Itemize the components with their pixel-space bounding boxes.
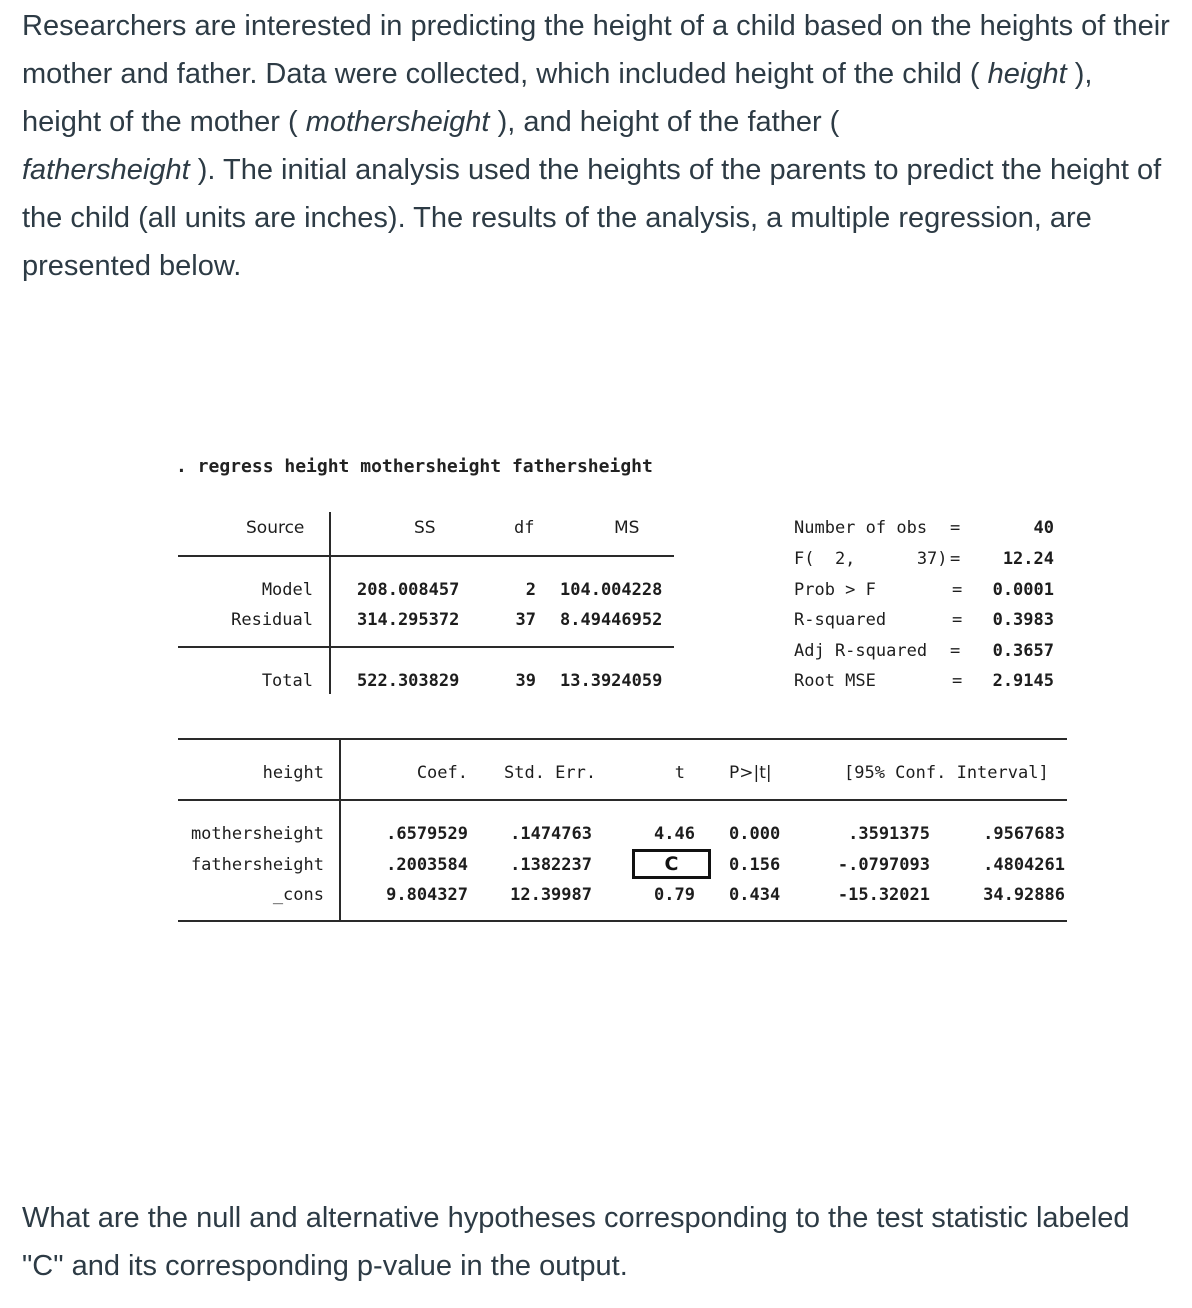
coef-row-mother-lo: .3591375: [848, 824, 930, 844]
fit-label-adjr2: Adj R-squared: [794, 641, 928, 661]
coef-row-mother-coef: .6579529: [386, 824, 468, 844]
fit-value-nobs: 40: [1033, 518, 1054, 538]
coef-header-t: t: [674, 763, 685, 783]
intro-text-2: ), height of the mother (: [22, 58, 1093, 138]
fit-label-f: F( 2, 37): [794, 549, 948, 569]
coef-row-cons-p: 0.434: [729, 885, 781, 905]
question-text: What are the null and alternative hypotheses corresponding to the test statistic labeled "C" and its corresponding p-value in the output.: [22, 1202, 1130, 1282]
fit-value-probf: 0.0001: [992, 580, 1054, 600]
fit-label-rmse: Root MSE: [794, 671, 876, 691]
coef-header-coef: Coef.: [416, 763, 468, 783]
fit-equals: =: [952, 610, 963, 630]
coef-row-cons-var: _cons: [272, 885, 324, 905]
coef-header-ci: [95% Conf. Interval]: [844, 763, 1049, 783]
anova-header-source: Source: [246, 518, 305, 538]
anova-total-rule: [178, 646, 674, 648]
coef-row-cons-se: 12.39987: [510, 885, 592, 905]
fit-equals: =: [950, 549, 961, 569]
anova-vertical-rule: [329, 512, 331, 694]
coef-row-mother-hi: .9567683: [983, 824, 1065, 844]
coef-header-var: height: [262, 763, 324, 783]
fit-value-adjr2: 0.3657: [992, 641, 1054, 661]
coef-row-cons-t: 0.79: [654, 885, 695, 905]
anova-row-residual-ms: 8.49446952: [560, 610, 663, 630]
coef-top-rule: [178, 738, 1067, 740]
intro-text-3: ), and height of the father (: [497, 106, 840, 138]
coef-row-father-var: fathersheight: [190, 855, 324, 875]
coef-header-p: P>|t|: [729, 763, 772, 783]
coef-bottom-rule: [178, 920, 1067, 922]
fit-equals: =: [950, 518, 961, 538]
intro-text-4: ). The initial analysis used the heights of the parents to predict the height of the child (all units are inches). The results of the analysis, a multiple regression, are presented below.: [22, 154, 1162, 282]
anova-row-model-df: 2: [525, 580, 536, 600]
var-child: height: [987, 58, 1067, 90]
anova-header-rule: [178, 555, 674, 557]
anova-row-model-source: Model: [261, 580, 313, 600]
intro-paragraph: [22, 2, 1172, 290]
coef-row-cons-hi: 34.92886: [983, 885, 1065, 905]
anova-header-df: df: [514, 518, 535, 538]
anova-row-model-ss: 208.008457: [357, 580, 460, 600]
coef-header-se: Std. Err.: [504, 763, 597, 783]
anova-row-residual-source: Residual: [231, 610, 313, 630]
fit-value-rmse: 2.9145: [992, 671, 1054, 691]
anova-row-total-ms: 13.3924059: [560, 671, 663, 691]
coef-row-father-se: .1382237: [510, 855, 592, 875]
coef-row-father-coef: .2003584: [386, 855, 468, 875]
anova-row-total-df: 39: [515, 671, 536, 691]
coef-row-cons-coef: 9.804327: [386, 885, 468, 905]
coef-row-father-p: 0.156: [729, 855, 781, 875]
coef-vertical-rule: [339, 738, 341, 922]
var-father: fathersheight: [22, 154, 190, 186]
fit-equals: =: [950, 641, 961, 661]
coef-row-cons-lo: -15.32021: [837, 885, 930, 905]
anova-header-ms: MS: [614, 518, 640, 538]
test-statistic-c-box: C: [632, 849, 711, 879]
coef-row-mother-p: 0.000: [729, 824, 781, 844]
var-mother: mothersheight: [305, 106, 490, 138]
fit-label-nobs: Number of obs: [794, 518, 928, 538]
fit-label-probf: Prob > F: [794, 580, 876, 600]
fit-value-f: 12.24: [1002, 549, 1054, 569]
anova-row-total-ss: 522.303829: [357, 671, 460, 691]
coef-header-rule: [178, 799, 1067, 801]
coef-row-mother-var: mothersheight: [190, 824, 324, 844]
intro-text-1: Researchers are interested in predicting the height of a child based on the heights of their mother and father. Data were collected, which included height of the child (: [22, 10, 1170, 90]
coef-row-mother-se: .1474763: [510, 824, 592, 844]
anova-header-ss: SS: [414, 518, 436, 538]
coef-row-father-hi: .4804261: [983, 855, 1065, 875]
anova-row-residual-df: 37: [515, 610, 536, 630]
coef-row-father-lo: -.0797093: [837, 855, 930, 875]
fit-value-r2: 0.3983: [992, 610, 1054, 630]
anova-row-model-ms: 104.004228: [560, 580, 663, 600]
fit-equals: =: [952, 671, 963, 691]
fit-label-r2: R-squared: [794, 610, 887, 630]
coef-row-mother-t: 4.46: [654, 824, 695, 844]
stata-command: . regress height mothersheight fathersheight: [176, 456, 653, 477]
anova-row-total-source: Total: [261, 671, 313, 691]
anova-row-residual-ss: 314.295372: [357, 610, 460, 630]
fit-equals: =: [952, 580, 963, 600]
